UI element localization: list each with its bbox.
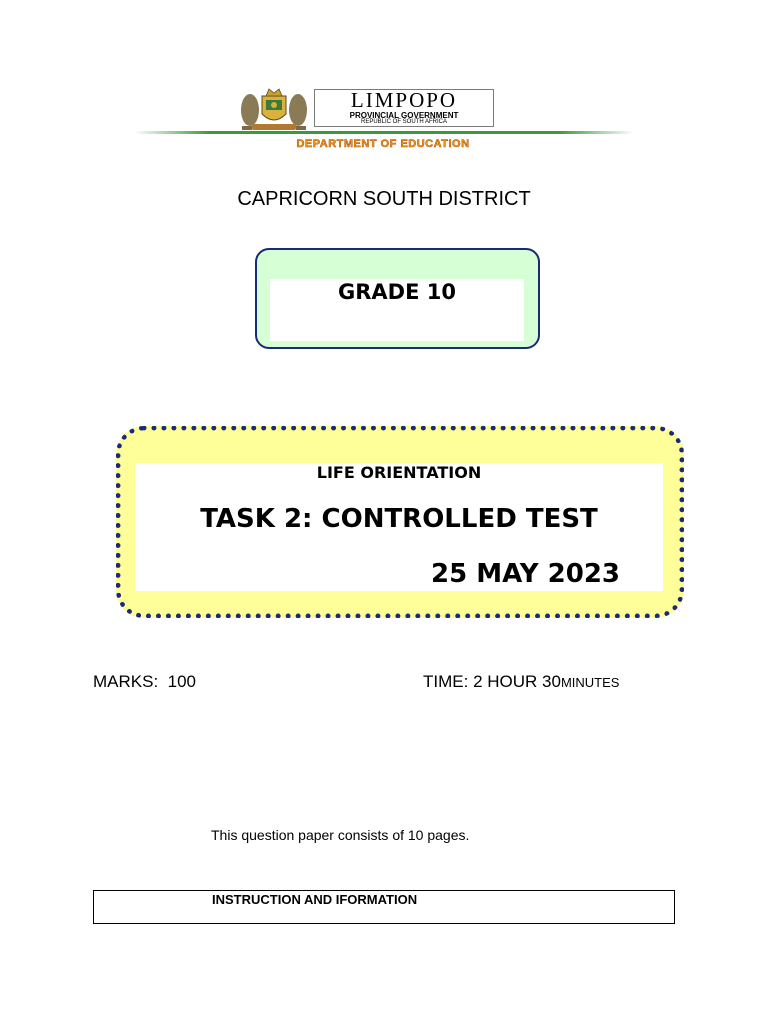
logo-subtitle: PROVINCIAL GOVERNMENT [349, 111, 459, 120]
logo-title: LIMPOPO [350, 88, 458, 112]
pages-note: This question paper consists of 10 pages. [211, 827, 470, 843]
coat-of-arms-icon [238, 86, 310, 132]
logo-country: REPUBLIC OF SOUTH AFRICA [360, 119, 447, 125]
marks-label: MARKS: [93, 672, 159, 691]
task-title: TASK 2: CONTROLLED TEST [200, 504, 598, 534]
marks-value: 100 [167, 672, 197, 691]
marks-info [93, 672, 196, 692]
subject-name: LIFE ORIENTATION [316, 463, 482, 482]
task-date: 25 MAY 2023 [431, 559, 620, 589]
time-info [423, 672, 619, 692]
header-divider [134, 131, 634, 134]
time-unit: MINUTES [560, 675, 620, 690]
instructions-heading: INSTRUCTION AND IFORMATION [212, 892, 418, 907]
district-name: CAPRICORN SOUTH DISTRICT [237, 188, 531, 210]
grade-label: GRADE 10 [338, 280, 456, 304]
time-label: TIME: [423, 672, 469, 691]
department-name: DEPARTMENT OF EDUCATION [296, 138, 470, 150]
time-value: 2 HOUR 30 [473, 672, 561, 691]
